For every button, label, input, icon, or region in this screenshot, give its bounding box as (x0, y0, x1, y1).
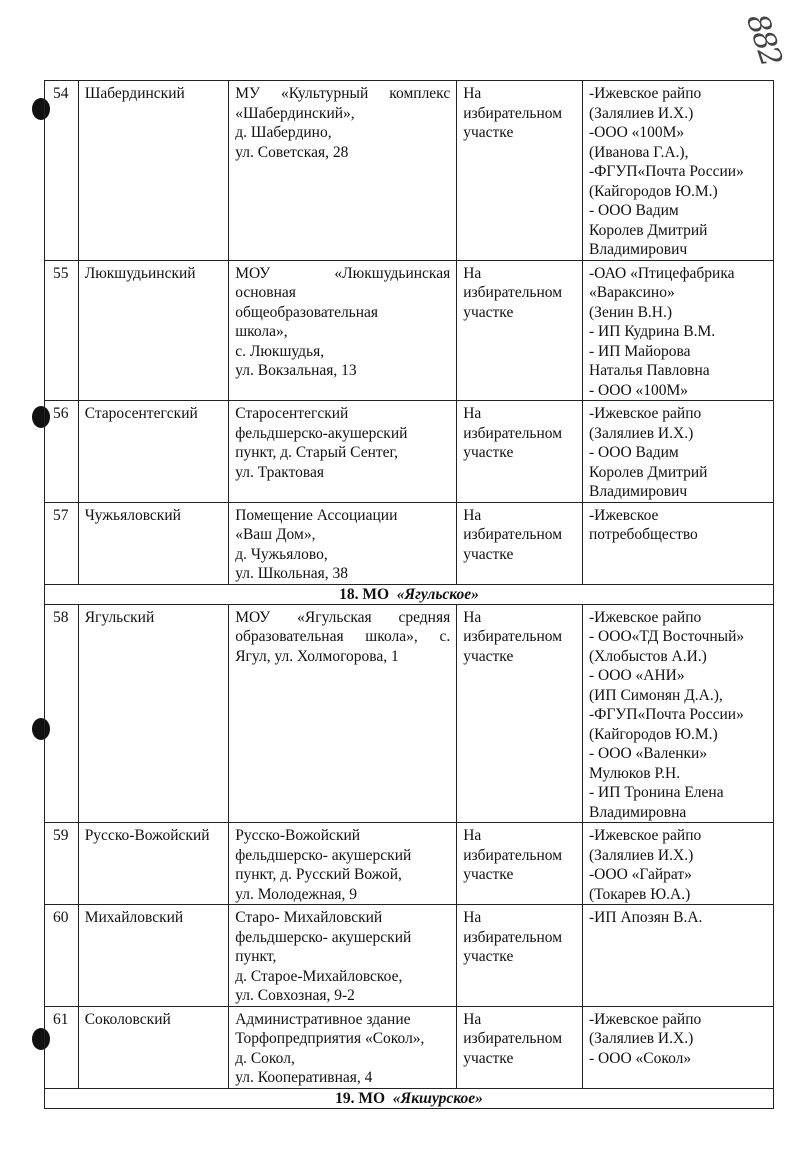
venue-address-line: «Ваш Дом», (235, 526, 316, 543)
venue-address-line: ул. Трактовая (235, 463, 325, 481)
venue-address-line: ул. Совхозная, 9-2 (235, 987, 355, 1004)
vendor-list-line: -ИП Апозян В.А. (589, 909, 703, 926)
vendor-list (583, 502, 774, 584)
vendor-list-line: -ООО «100М» (589, 124, 685, 141)
section-header-19 (45, 1088, 774, 1108)
vendor-list-line: (Залялиев И.Х.) (589, 1030, 694, 1047)
vendor-list-line: - ИП Тронина Елена (589, 784, 724, 801)
table-row (45, 401, 774, 503)
location-note (457, 260, 583, 401)
section-title (45, 1088, 774, 1108)
row-number: 60 (45, 905, 79, 1007)
district-name: Соколовский (78, 1006, 229, 1088)
section-title (45, 584, 774, 604)
vendor-list-line: потребобщество (589, 526, 698, 543)
venue-address-line: Торфопредприятия «Сокол», (235, 1030, 425, 1047)
location-note-line: На (463, 85, 482, 102)
table-body-section-18 (45, 604, 774, 1088)
venue-address-line: МУ «Культурный комплекс «Шабердинский», (235, 85, 451, 122)
table-row (45, 81, 774, 261)
location-note-line: На (463, 827, 482, 844)
location-note-line: избирательном (463, 284, 563, 301)
table-row (45, 905, 774, 1007)
location-note-line: избирательном (463, 424, 563, 442)
venue-address (229, 1006, 457, 1088)
district-name: Шабердинский (78, 81, 229, 261)
location-note (457, 401, 583, 503)
section-name: «Якшурское» (392, 1089, 483, 1107)
vendor-list-line: «Вараксино» (589, 284, 675, 301)
vendor-list-line: - ИП Майорова (589, 342, 691, 360)
venue-address-line: ул. Школьная, 38 (235, 565, 349, 582)
section-prefix: 18. МО (339, 585, 389, 603)
location-note (457, 1006, 583, 1088)
venue-address-line: МОУ «Ягульская средняя образовательная школа», с. Ягул, ул. Холмогорова, 1 (235, 608, 451, 665)
location-note-line: избирательном (463, 628, 563, 645)
vendor-list-line: (ИП Симонян Д.А.), (589, 686, 723, 704)
venue-address-line: школа», (235, 323, 288, 340)
location-note-line: участке (463, 303, 514, 321)
section-header-18 (45, 584, 774, 604)
vendor-list-line: - ООО Вадим (589, 202, 679, 219)
vendor-list-line: -ФГУП«Почта России» (589, 163, 744, 180)
location-note-line: участке (463, 545, 514, 563)
vendor-list-line: - ООО «Сокол» (589, 1049, 692, 1067)
vendor-list-line: Владимирович (589, 483, 688, 500)
venue-address-line: фельдшерско-акушерский (235, 424, 408, 442)
venue-address-line: ул. Советская, 28 (235, 143, 349, 161)
location-note (457, 823, 583, 905)
venue-address-line: д. Шабердино, (235, 124, 332, 141)
page-number-handwritten: 882 (739, 9, 789, 70)
table-row (45, 502, 774, 584)
venue-address-line: фельдшерско- акушерский (235, 928, 412, 946)
venue-address-line: Административное здание (235, 1010, 411, 1028)
vendor-list-line: Королев Дмитрий (589, 463, 708, 481)
venue-address-line: д. Чужьялово, (235, 545, 328, 563)
location-note-line: На (463, 608, 482, 626)
table-row (45, 823, 774, 905)
venue-address-line: Старо- Михайловский (235, 909, 383, 926)
location-note-line: избирательном (463, 1030, 563, 1047)
venue-address-line: д. Сокол, (235, 1049, 295, 1067)
venue-address-line: пункт, д. Русский Вожой, (235, 866, 402, 883)
row-number: 56 (45, 401, 79, 503)
section-prefix: 19. МО (335, 1089, 386, 1107)
location-note-line: избирательном (463, 526, 563, 543)
location-note-line: участке (463, 948, 514, 965)
location-note (457, 905, 583, 1007)
vendor-list-line: Владимировна (589, 803, 687, 821)
vendor-list (583, 823, 774, 905)
vendor-list-line: (Токарев Ю.А.) (589, 885, 691, 903)
vendor-list-line: - ООО «100М» (589, 381, 689, 399)
venue-address-line: ул. Молодежная, 9 (235, 885, 358, 903)
location-note (457, 502, 583, 584)
venue-address (229, 823, 457, 905)
district-name: Люкшудьинский (78, 260, 229, 401)
location-note (457, 604, 583, 823)
row-number: 57 (45, 502, 79, 584)
vendor-list-line: -Ижевское райпо (589, 827, 702, 844)
location-note-line: избирательном (463, 104, 563, 122)
vendor-list-line: - ИП Кудрина В.М. (589, 323, 716, 340)
table-row (45, 1006, 774, 1088)
vendor-list (583, 1006, 774, 1088)
vendor-list-line: (Хлобыстов А.И.) (589, 647, 707, 665)
venue-address (229, 260, 457, 401)
venue-address-line: Помещение Ассоциации (235, 506, 398, 524)
venue-address-line: общеобразовательная (235, 303, 379, 321)
location-note-line: участке (463, 444, 514, 461)
vendor-list-line: - ООО «АНИ» (589, 667, 685, 684)
location-note-line: На (463, 405, 482, 422)
vendor-list-line: Королев Дмитрий (589, 221, 708, 239)
vendor-table (44, 80, 774, 1109)
district-name: Чужьяловский (78, 502, 229, 584)
vendor-list-line: - ООО Вадим (589, 444, 679, 461)
district-name: Михайловский (78, 905, 229, 1007)
table-row (45, 260, 774, 401)
location-note-line: На (463, 506, 482, 524)
vendor-list-line: - ООО«ТД Восточный» (589, 628, 745, 645)
location-note-line: На (463, 1010, 482, 1028)
vendor-list-line: (Залялиев И.Х.) (589, 846, 694, 864)
vendor-list (583, 81, 774, 261)
row-number: 59 (45, 823, 79, 905)
district-name: Русско-Вожойский (78, 823, 229, 905)
vendor-list-line: -ФГУП«Почта России» (589, 706, 744, 723)
vendor-list-line: -ОАО «Птицефабрика (589, 264, 735, 282)
venue-address-line: МОУ «Люкшудьинская основная (235, 264, 451, 301)
row-number: 54 (45, 81, 79, 261)
location-note-line: участке (463, 124, 514, 141)
venue-address-line: фельдшерско- акушерский (235, 846, 412, 864)
venue-address-line: пункт, д. Старый Сентег, (235, 444, 399, 461)
venue-address (229, 604, 457, 823)
venue-address (229, 401, 457, 503)
location-note-line: участке (463, 647, 514, 665)
venue-address-line: Русско-Вожойский (235, 827, 361, 844)
venue-address-line: пункт, (235, 948, 277, 965)
district-name: Ягульский (78, 604, 229, 823)
vendor-list-line: -Ижевское райпо (589, 1010, 702, 1028)
location-note-line: участке (463, 866, 514, 883)
vendor-list-line: (Зенин В.Н.) (589, 303, 673, 321)
table-row (45, 604, 774, 823)
district-name: Старосентегский (78, 401, 229, 503)
vendor-list-line: (Кайгородов Ю.М.) (589, 182, 718, 200)
venue-address-line: Старосентегский (235, 405, 349, 422)
location-note-line: участке (463, 1049, 514, 1067)
table-body-section-17 (45, 81, 774, 585)
vendor-list-line: -ООО «Гайрат» (589, 866, 692, 883)
venue-address (229, 81, 457, 261)
vendor-list-line: -Ижевское райпо (589, 608, 702, 626)
vendor-list (583, 905, 774, 1007)
vendor-list-line: (Иванова Г.А.), (589, 143, 689, 161)
vendor-list-line: -Ижевское (589, 506, 659, 524)
location-note (457, 81, 583, 261)
vendor-list-line: -Ижевское райпо (589, 405, 702, 422)
section-name: «Ягульское» (396, 585, 479, 603)
vendor-list (583, 401, 774, 503)
vendor-list-line: (Залялиев И.Х.) (589, 104, 694, 122)
vendor-list (583, 604, 774, 823)
vendor-list-line: Наталья Павловна (589, 362, 710, 379)
vendor-list-line: - ООО «Валенки» (589, 745, 708, 762)
location-note-line: избирательном (463, 928, 563, 946)
venue-address-line: ул. Вокзальная, 13 (235, 362, 357, 379)
venue-address-line: с. Люкшудья, (235, 342, 325, 360)
vendor-list-line: (Залялиев И.Х.) (589, 424, 694, 442)
vendor-list-line: Владимирович (589, 241, 688, 258)
row-number: 61 (45, 1006, 79, 1088)
vendor-list (583, 260, 774, 401)
vendor-list-line: -Ижевское райпо (589, 85, 702, 102)
vendor-list-line: (Кайгородов Ю.М.) (589, 725, 718, 743)
venue-address (229, 502, 457, 584)
venue-address-line: д. Старое-Михайловское, (235, 967, 403, 985)
vendor-list-line: Мулюков Р.Н. (589, 764, 681, 782)
location-note-line: На (463, 909, 482, 926)
venue-address (229, 905, 457, 1007)
location-note-line: На (463, 264, 482, 282)
row-number: 58 (45, 604, 79, 823)
row-number: 55 (45, 260, 79, 401)
venue-address-line: ул. Кооперативная, 4 (235, 1069, 373, 1086)
location-note-line: избирательном (463, 846, 563, 864)
